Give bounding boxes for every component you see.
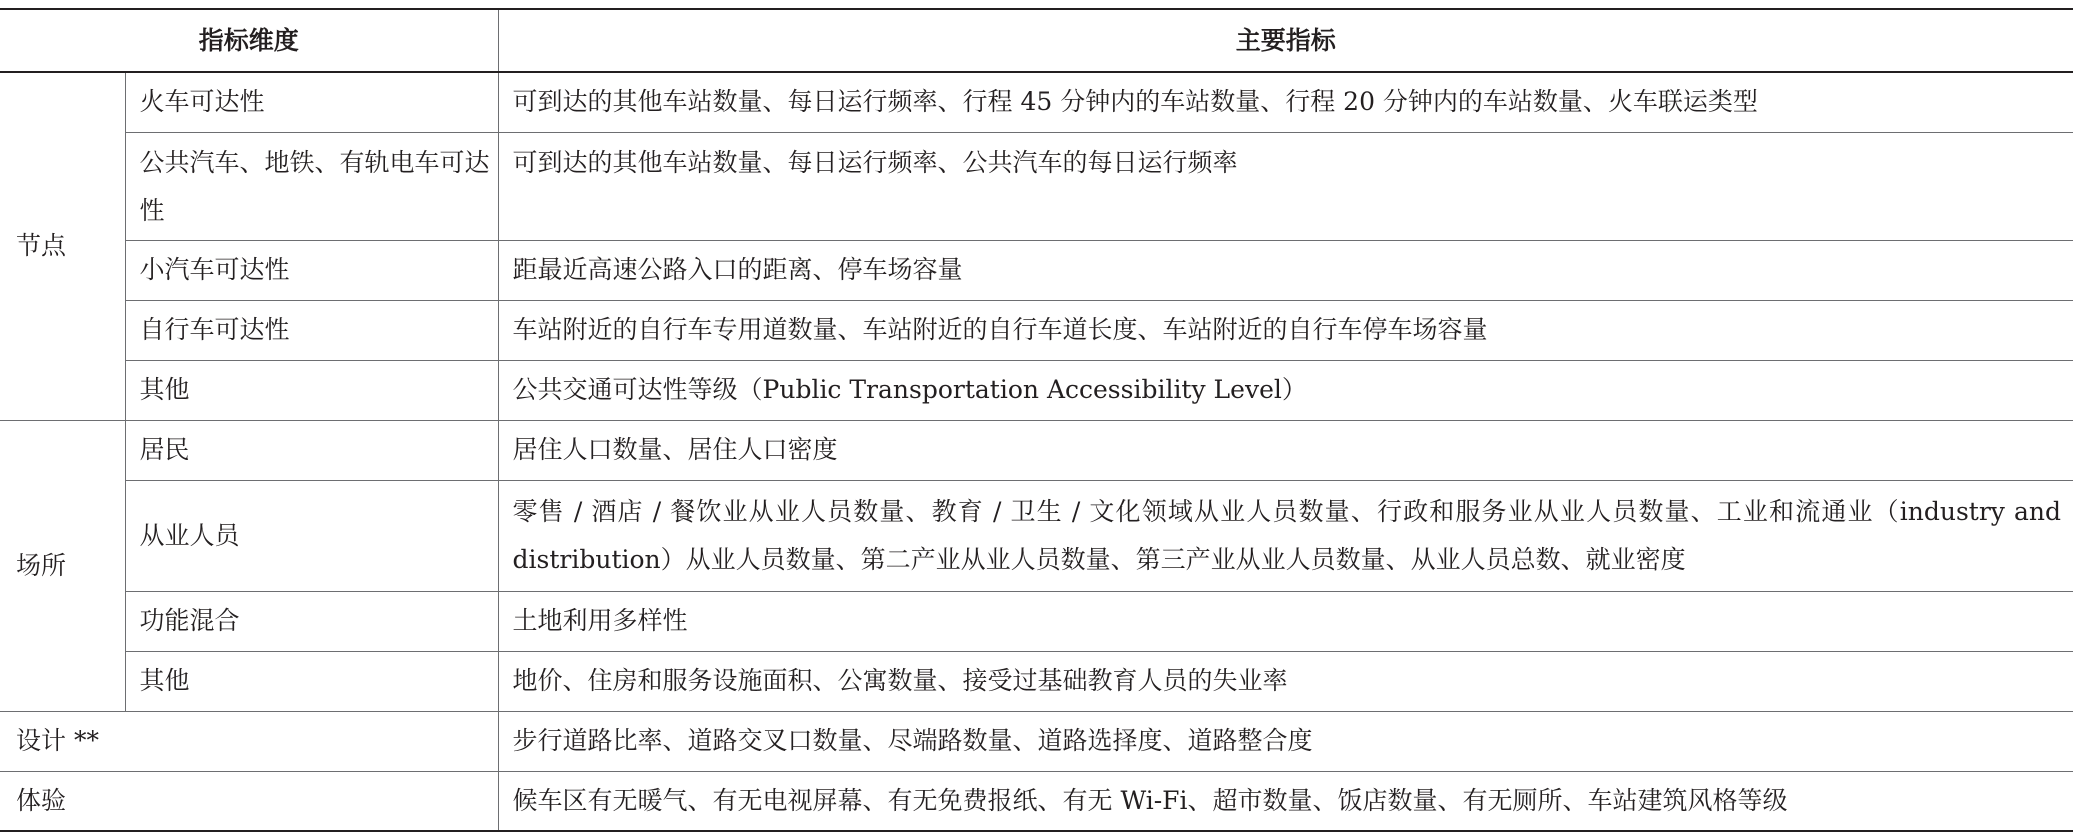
table-row (0, 480, 2073, 591)
table-row (0, 771, 2073, 831)
header-indicators: 主要指标 (498, 9, 2073, 72)
indicators-cell: 候车区有无暖气、有无电视屏幕、有无免费报纸、有无 Wi-Fi、超市数量、饭店数量、有无厕所、车站建筑风格等级 (498, 771, 2073, 831)
category-cell: 场所 (0, 420, 125, 711)
indicators-cell: 步行道路比率、道路交叉口数量、尽端路数量、道路选择度、道路整合度 (498, 711, 2073, 771)
category-cell: 节点 (0, 72, 125, 420)
table-row (0, 72, 2073, 132)
table-row (0, 300, 2073, 360)
category-cell: 设计 ** (0, 711, 498, 771)
indicator-table (0, 8, 2073, 832)
header-dimension: 指标维度 (0, 9, 498, 72)
subcategory-cell: 其他 (125, 651, 498, 711)
table-row (0, 132, 2073, 240)
indicators-cell: 距最近高速公路入口的距离、停车场容量 (498, 240, 2073, 300)
category-cell: 体验 (0, 771, 498, 831)
indicators-cell: 可到达的其他车站数量、每日运行频率、公共汽车的每日运行频率 (498, 132, 2073, 240)
indicators-cell: 零售 / 酒店 / 餐饮业从业人员数量、教育 / 卫生 / 文化领域从业人员数量、行政和服务业从业人员数量、工业和流通业（industry and distribution）从业人员数量、第二产业从业人员数量、第三产业从业人员数量、从业人员总数、就业密度 (498, 480, 2073, 591)
table-row (0, 360, 2073, 420)
table-row (0, 240, 2073, 300)
subcategory-cell: 功能混合 (125, 591, 498, 651)
indicators-cell: 可到达的其他车站数量、每日运行频率、行程 45 分钟内的车站数量、行程 20 分钟内的车站数量、火车联运类型 (498, 72, 2073, 132)
subcategory-cell: 自行车可达性 (125, 300, 498, 360)
subcategory-cell: 公共汽车、地铁、有轨电车可达性 (125, 132, 498, 240)
table-row (0, 591, 2073, 651)
subcategory-cell: 火车可达性 (125, 72, 498, 132)
indicators-cell: 地价、住房和服务设施面积、公寓数量、接受过基础教育人员的失业率 (498, 651, 2073, 711)
subcategory-cell: 居民 (125, 420, 498, 480)
indicators-cell: 土地利用多样性 (498, 591, 2073, 651)
table-row (0, 711, 2073, 771)
table-header-row (0, 9, 2073, 72)
subcategory-cell: 小汽车可达性 (125, 240, 498, 300)
subcategory-cell: 其他 (125, 360, 498, 420)
indicators-cell: 居住人口数量、居住人口密度 (498, 420, 2073, 480)
indicators-cell: 公共交通可达性等级（Public Transportation Accessibility Level） (498, 360, 2073, 420)
subcategory-cell: 从业人员 (125, 480, 498, 591)
table-row (0, 420, 2073, 480)
indicators-cell: 车站附近的自行车专用道数量、车站附近的自行车道长度、车站附近的自行车停车场容量 (498, 300, 2073, 360)
table-row (0, 651, 2073, 711)
